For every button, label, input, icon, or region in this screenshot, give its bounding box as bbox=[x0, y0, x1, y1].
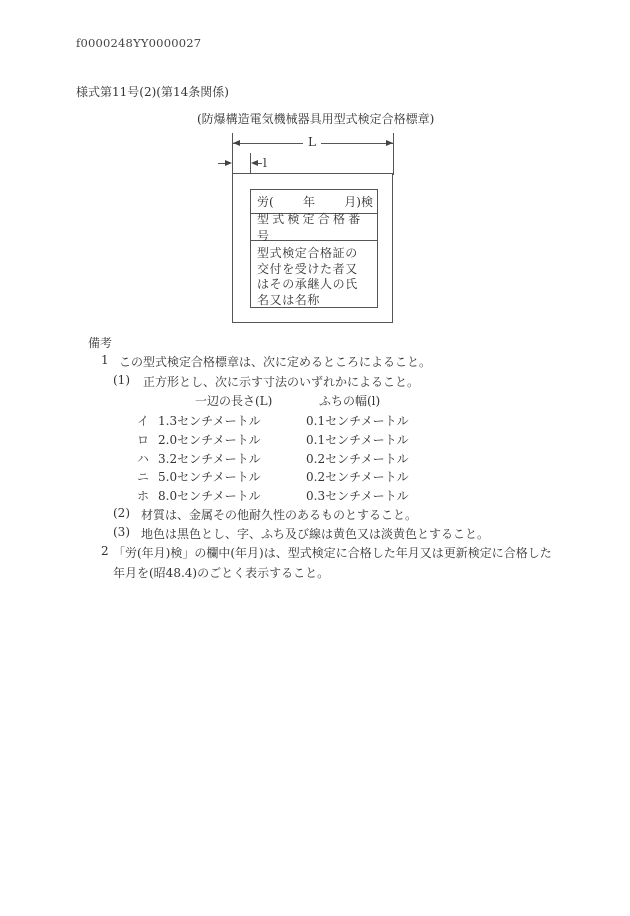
document-id: f0000248YY0000027 bbox=[76, 36, 202, 50]
item1-text: この型式検定合格標章は、次に定めるところによること。 bbox=[119, 355, 432, 369]
item1-sub2-number: (2) bbox=[113, 506, 130, 520]
length-value: 8.0センチメートル bbox=[158, 489, 261, 503]
arrow-right-icon bbox=[225, 160, 232, 166]
row-label: ハ bbox=[137, 452, 150, 466]
row1-prefix: 労( bbox=[257, 195, 274, 209]
width-value: 0.1センチメートル bbox=[306, 433, 409, 447]
item1-sub1-number: (1) bbox=[113, 373, 130, 387]
row1-year: 年 bbox=[302, 195, 315, 209]
arrow-right-icon bbox=[386, 140, 393, 146]
width-value: 0.1センチメートル bbox=[306, 414, 409, 428]
length-value: 5.0センチメートル bbox=[158, 470, 261, 484]
header-border-width: ふちの幅(l) bbox=[319, 394, 381, 408]
item1-sub3-number: (3) bbox=[113, 525, 130, 539]
remarks-title: 備考 bbox=[88, 336, 113, 350]
item2-line1: 「労(年月)検」の欄中(年月)は、型式検定に合格した年月又は更新検定に合格した bbox=[113, 546, 552, 560]
row-label: ホ bbox=[137, 489, 150, 503]
inner-label-box bbox=[250, 189, 378, 308]
row-label: ニ bbox=[137, 470, 150, 484]
row-label: ロ bbox=[137, 433, 150, 447]
border-arrow-right-shaft bbox=[256, 163, 262, 164]
item1-sub3-text: 地色は黒色とし、字、ふち及び線は黄色又は淡黄色とすること。 bbox=[141, 527, 490, 541]
item1-number: 1 bbox=[101, 353, 109, 367]
width-value: 0.2センチメートル bbox=[306, 452, 409, 466]
header-length: 一辺の長さ(L) bbox=[195, 394, 273, 408]
approval-number-row: 型式検定合格番号 bbox=[251, 214, 377, 241]
length-value: 1.3センチメートル bbox=[158, 414, 261, 428]
dimension-label-L: L bbox=[303, 135, 321, 149]
arrow-left-icon bbox=[233, 140, 240, 146]
row-label: イ bbox=[137, 414, 150, 428]
item1-sub1-text: 正方形とし、次に示す寸法のいずれかによること。 bbox=[143, 375, 420, 389]
width-value: 0.3センチメートル bbox=[306, 489, 409, 503]
width-value: 0.2センチメートル bbox=[306, 470, 409, 484]
item2-line2: 年月を(昭48.4)のごとく表示すること。 bbox=[113, 566, 330, 580]
length-value: 2.0センチメートル bbox=[158, 433, 261, 447]
holder-name-row: 型式検定合格証の交付を受けた者又はその承継人の氏名又は名称 bbox=[257, 246, 358, 307]
mark-caption: (防爆構造電気機械器具用型式検定合格標章) bbox=[197, 112, 435, 126]
item2-number: 2 bbox=[101, 544, 109, 558]
length-value: 3.2センチメートル bbox=[158, 452, 261, 466]
right-extension-line bbox=[393, 133, 394, 175]
row1-month: 月)検 bbox=[344, 195, 373, 209]
form-title: 様式第11号(2)(第14条関係) bbox=[76, 85, 229, 99]
item1-sub2-text: 材質は、金属その他耐久性のあるものとすること。 bbox=[141, 508, 418, 522]
dimension-label-l: l bbox=[263, 156, 267, 170]
